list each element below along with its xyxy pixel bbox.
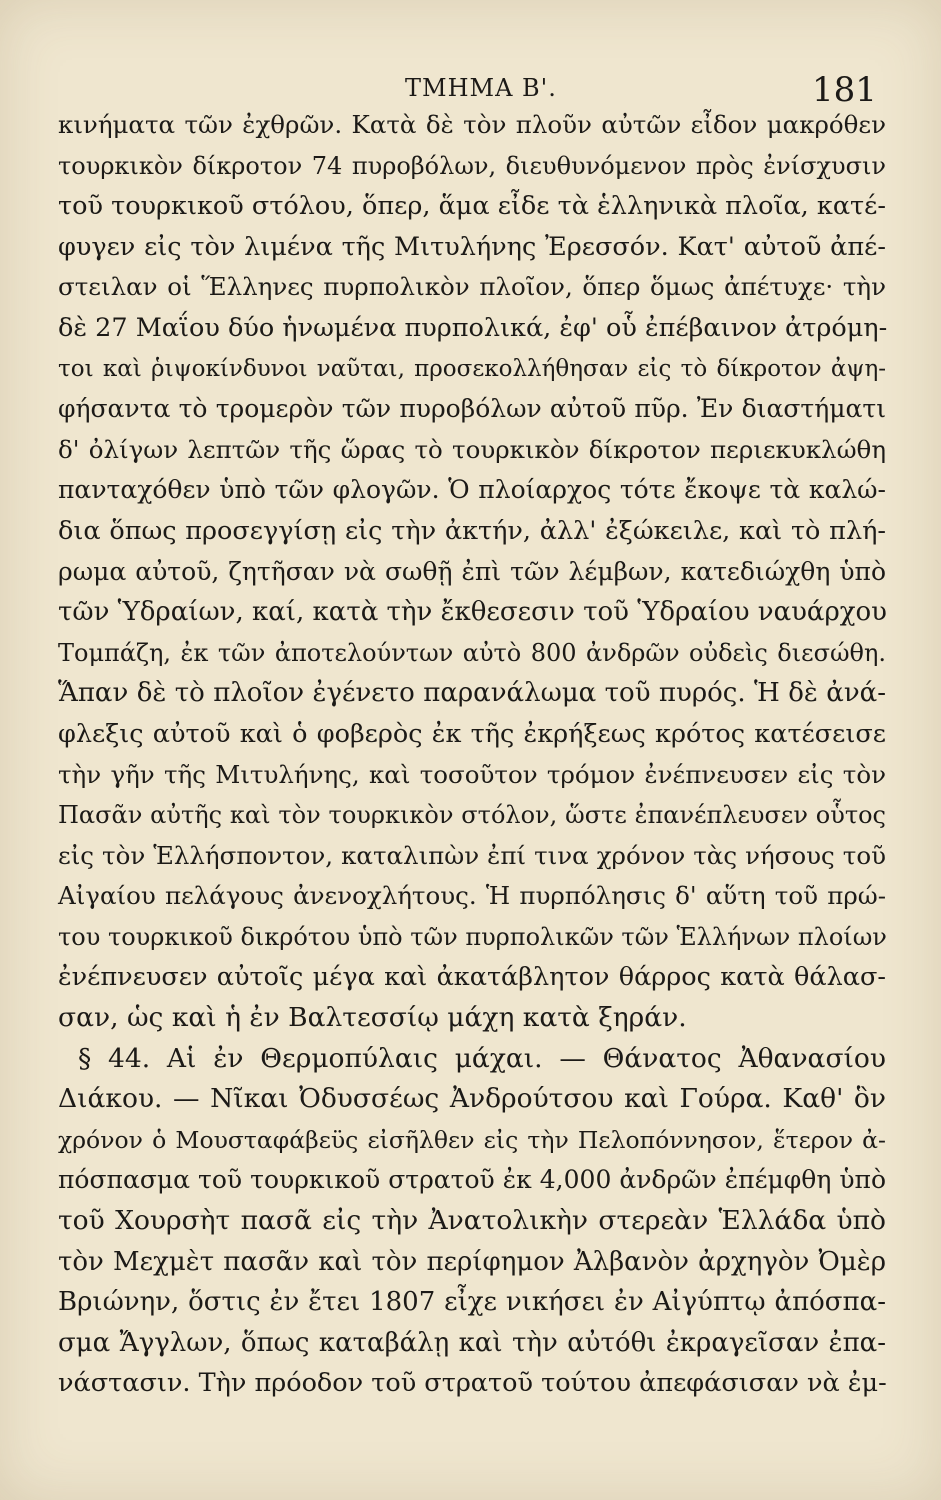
text-line: εἰς τὸν Ἑλλήσποντον, καταλιπὼν ἐπί τινα χρόνον τὰς νήσους τοῦ	[58, 840, 886, 870]
text-line: τοῦ Χουρσὴτ πασᾶ εἰς τὴν Ἀνατολικὴν στερεὰν Ἑλλάδα ὑπὸ	[58, 1205, 886, 1237]
text-line: του τουρκικοῦ δικρότου ὑπὸ τῶν πυρπολικῶν τῶν Ἑλλήνων πλοίων	[58, 922, 887, 951]
text-line: δια ὅπως προσεγγίσῃ εἰς τὴν ἀκτήν, ἀλλ' ἐξώκειλε, καὶ τὸ πλή-	[58, 515, 886, 546]
text-line: τὸν Μεχμὲτ πασᾶν καὶ τὸν περίφημον Ἀλβανὸν ἀρχηγὸν Ὀμὲρ	[58, 1246, 886, 1277]
text-line: δ' ὀλίγων λεπτῶν τῆς ὥρας τὸ τουρκικὸν δίκροτον περιεκυκλώθη	[58, 434, 886, 464]
text-line: ρωμα αὐτοῦ, ζητῆσαν νὰ σωθῇ ἐπὶ τῶν λέμβων, κατεδιώχθη ὑπὸ	[58, 556, 886, 586]
text-line: τοι καὶ ῥιψοκίνδυνοι ναῦται, προσεκολλήθησαν εἰς τὸ δίκροτον ἀψη-	[58, 355, 886, 382]
text-line: φυγεν εἰς τὸν λιμένα τῆς Μιτυλήνης Ἐρεσσόν. Κατ' αὐτοῦ ἀπέ-	[58, 231, 886, 262]
text-line: τουρκικὸν δίκροτον 74 πυροβόλων, διευθυνόμενον πρὸς ἐνίσχυσιν	[58, 151, 886, 180]
text-line: Πασᾶν αὐτῆς καὶ τὸν τουρκικὸν στόλον, ὥστε ἐπανέπλευσεν οὗτος	[58, 801, 886, 830]
text-line: τῶν Ὑδραίων, καί, κατὰ τὴν ἔκθεσεσιν τοῦ Ὑδραίου ναυάρχου	[58, 597, 887, 628]
text-line: πόσπασμα τοῦ τουρκικοῦ στρατοῦ ἐκ 4,000 ἀνδρῶν ἐπέμφθη ὑπὸ	[58, 1165, 886, 1195]
text-line: σμα Ἄγγλων, ὅπως καταβάλῃ καὶ τὴν αὐτόθι ἐκραγεῖσαν ἐπα-	[58, 1327, 886, 1358]
page-number: 181	[812, 70, 877, 110]
text-line: τοῦ τουρκικοῦ στόλου, ὅπερ, ἅμα εἶδε τὰ ἑλληνικὰ πλοῖα, κατέ-	[58, 191, 886, 222]
page-header	[0, 66, 941, 110]
text-line: τὴν γῆν τῆς Μιτυλήνης, καὶ τοσοῦτον τρόμον ἐνέπνευσεν εἰς τὸν	[58, 759, 886, 789]
text-line: κινήματα τῶν ἐχθρῶν. Κατὰ δὲ τὸν πλοῦν αὐτῶν εἶδον μακρόθεν	[58, 110, 886, 139]
text-line: χρόνον ὁ Μουσταφάβεϋς εἰσῆλθεν εἰς τὴν Πελοπόννησον, ἕτερον ἀ-	[58, 1125, 886, 1154]
text-line: πανταχόθεν ὑπὸ τῶν φλογῶν. Ὁ πλοίαρχος τότε ἔκοψε τὰ καλώ-	[58, 475, 886, 505]
text-line: δὲ 27 Μαΐου δύο ἡνωμένα πυρπολικά, ἐφ' οὗ ἐπέβαινον ἀτρόμη-	[58, 312, 888, 343]
text-line: ἐνέπνευσεν αὐτοῖς μέγα καὶ ἀκατάβλητον θάρρος κατὰ θάλασ-	[58, 962, 886, 993]
text-line: στειλαν οἱ Ἕλληνες πυρπολικὸν πλοῖον, ὅπερ ὅμως ἀπέτυχε· τὴν	[58, 272, 886, 302]
text-line: φλεξις αὐτοῦ καὶ ὁ φοβερὸς ἐκ τῆς ἐκρήξεως κρότος κατέσεισε	[58, 718, 886, 749]
text-line: Διάκου. — Νῖκαι Ὀδυσσέως Ἀνδρούτσου καὶ Γούρα. Καθ' ὃν	[58, 1083, 886, 1115]
running-head: ΤΜΗΜΑ Β'.	[405, 74, 557, 102]
text-line: Βριώνην, ὅστις ἐν ἔτει 1807 εἶχε νικήσει ἐν Αἰγύπτῳ ἀπόσπα-	[58, 1287, 886, 1318]
text-line: νάστασιν. Τὴν πρόοδον τοῦ στρατοῦ τούτου ἀπεφάσισαν νὰ ἐμ-	[58, 1368, 887, 1399]
section-heading-line: § 44. Αἱ ἐν Θερμοπύλαις μάχαι. — Θάνατος Ἀθανασίου	[78, 1042, 886, 1074]
text-line: Ἅπαν δὲ τὸ πλοῖον ἐγένετο παρανάλωμα τοῦ πυρός. Ἡ δὲ ἀνά-	[58, 678, 886, 709]
text-line: σαν, ὡς καὶ ἡ ἐν Βαλτεσσίῳ μάχη κατὰ ξηράν.	[58, 1002, 687, 1034]
text-line: φήσαντα τὸ τρομερὸν τῶν πυροβόλων αὐτοῦ πῦρ. Ἐν διαστήματι	[58, 394, 886, 424]
text-line: Αἰγαίου πελάγους ἀνενοχλήτους. Ἡ πυρπόλησις δ' αὕτη τοῦ πρώ-	[58, 881, 886, 911]
body-text	[58, 105, 886, 1404]
text-line: Τομπάζη, ἐκ τῶν ἀποτελούντων αὐτὸ 800 ἀνδρῶν οὐδεὶς διεσώθη.	[58, 638, 886, 667]
